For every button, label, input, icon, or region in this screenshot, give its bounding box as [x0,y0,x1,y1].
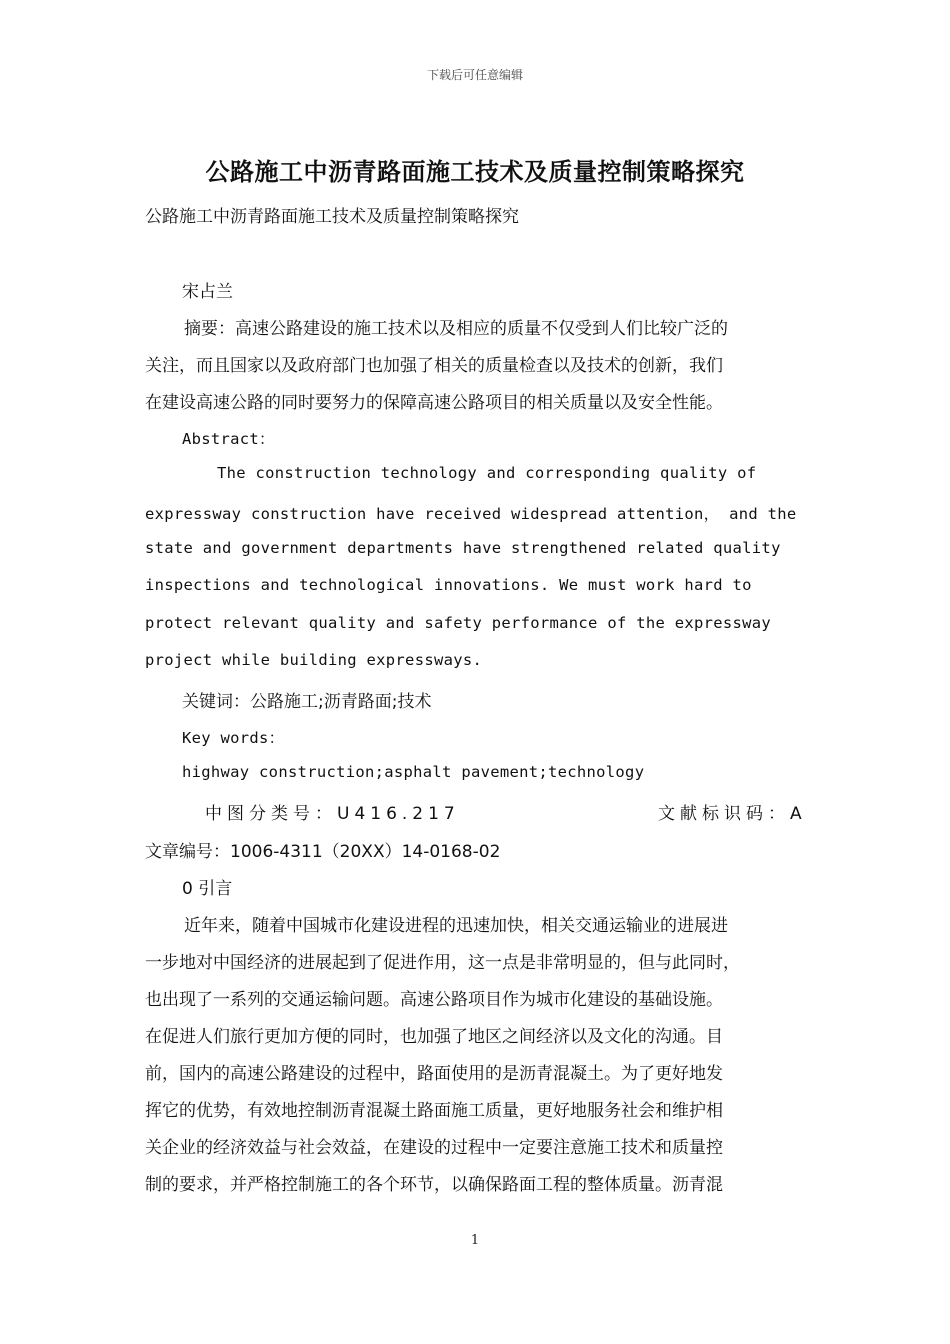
abstract-cn-line: 摘要：高速公路建设的施工技术以及相应的质量不仅受到人们比较广泛的 [184,319,728,339]
intro-line: 前，国内的高速公路建设的过程中，路面使用的是沥青混凝土。为了更好地发 [145,1064,723,1084]
intro-line: 制的要求，并严格控制施工的各个环节，以确保路面工程的整体质量。沥青混 [145,1175,723,1195]
abstract-en-line: The construction technology and corresponding quality of [217,464,757,482]
abstract-en-label: Abstract： [182,430,275,448]
intro-line: 也出现了一系列的交通运输问题。高速公路项目作为城市化建设的基础设施。 [145,990,723,1010]
intro-line: 关企业的经济效益与社会效益，在建设的过程中一定要注意施工技术和质量控 [145,1138,723,1158]
abstract-en-line: protect relevant quality and safety performance of the expressway [145,614,772,632]
intro-line: 一步地对中国经济的进展起到了促进作用，这一点是非常明显的，但与此同时， [145,953,740,973]
intro-line: 挥它的优势，有效地控制沥青混凝土路面施工质量，更好地服务社会和维护相 [145,1101,723,1121]
page-number: 1 [470,1233,480,1248]
classification-number: 中图分类号：U416.217 [205,804,460,824]
document-title: 公路施工中沥青路面施工技术及质量控制策略探究 [205,158,745,186]
abstract-cn-line: 关注，而且国家以及政府部门也加强了相关的质量检查以及技术的创新，我们 [145,356,723,376]
section-heading: 0 引言 [182,879,233,899]
article-number: 文章编号：1006-4311（20XX）14-0168-02 [145,842,501,862]
page-header-note: 下载后可任意编辑 [426,68,523,82]
abstract-en-line: state and government departments have strengthened related quality [145,539,781,557]
intro-line: 近年来，随着中国城市化建设进程的迅速加快，相关交通运输业的进展进 [184,916,728,936]
abstract-cn-line: 在建设高速公路的同时要努力的保障高速公路项目的相关质量以及安全性能。 [145,393,723,413]
document-code: 文献标识码：A [658,804,807,824]
author-name: 宋占兰 [182,282,233,302]
abstract-en-line: inspections and technological innovations. We must work hard to [145,576,752,594]
keywords-en-label: Key words： [182,729,285,747]
abstract-en-line: expressway construction have received widespread attention， and the [145,505,797,523]
abstract-en-line: project while building expressways. [145,651,483,669]
intro-line: 在促进人们旅行更加方便的同时，也加强了地区之间经济以及文化的沟通。目 [145,1027,723,1047]
document-subtitle: 公路施工中沥青路面施工技术及质量控制策略探究 [145,207,519,227]
keywords-en: highway construction;asphalt pavement;technology [182,763,645,781]
keywords-cn: 关键词：公路施工;沥青路面;技术 [182,692,432,712]
